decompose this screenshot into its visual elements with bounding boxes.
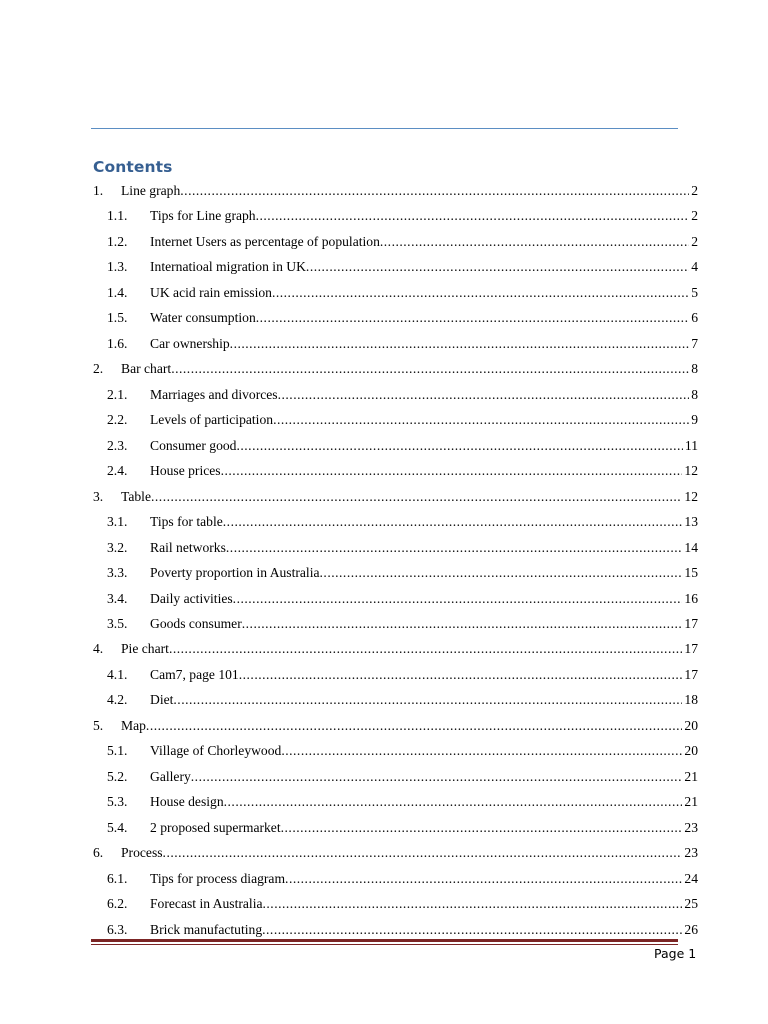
toc-entry[interactable] bbox=[93, 738, 698, 763]
toc-entry-page[interactable]: 17 bbox=[684, 641, 698, 657]
toc-title: Contents bbox=[93, 158, 173, 176]
toc-entry-number: 3.1. bbox=[107, 514, 128, 530]
toc-entry-page[interactable]: 14 bbox=[684, 539, 698, 555]
toc-dot-leader bbox=[281, 738, 682, 763]
toc-dot-leader bbox=[191, 764, 683, 789]
toc-entry-page[interactable]: 17 bbox=[684, 615, 698, 631]
toc-dot-leader bbox=[221, 458, 683, 483]
toc-entry-page[interactable]: 8 bbox=[691, 386, 698, 402]
toc-entry-number: 5.4. bbox=[107, 819, 128, 835]
toc-entry-page[interactable]: 5 bbox=[691, 284, 698, 300]
toc-entry-number: 1.2. bbox=[107, 233, 128, 249]
toc-entry[interactable] bbox=[93, 713, 698, 738]
toc-entry-page[interactable]: 2 bbox=[691, 183, 698, 198]
toc-entry-label[interactable]: Marriages and divorces bbox=[150, 386, 278, 402]
toc-dot-leader bbox=[230, 331, 690, 356]
toc-entry-label[interactable]: Forecast in Australia bbox=[150, 896, 263, 912]
toc-dot-leader bbox=[236, 433, 682, 458]
toc-entry-label[interactable]: Tips for table bbox=[150, 514, 223, 530]
toc-entry[interactable] bbox=[93, 636, 698, 661]
toc-entry-label[interactable]: Brick manufactuting bbox=[150, 921, 263, 937]
toc-entry-number: 5.3. bbox=[107, 794, 128, 810]
toc-entry-page[interactable]: 20 bbox=[684, 717, 698, 733]
toc-entry[interactable] bbox=[93, 484, 698, 509]
toc-entry-page[interactable]: 26 bbox=[684, 921, 698, 937]
toc-entry-number: 1.5. bbox=[107, 310, 128, 326]
toc-entry-label[interactable]: Bar chart bbox=[121, 361, 172, 377]
toc-entry[interactable] bbox=[93, 687, 698, 712]
toc-entry-label[interactable]: 2 proposed supermarket bbox=[150, 819, 281, 835]
header-rule bbox=[91, 128, 678, 129]
toc-entry-label[interactable]: Tips for Line graph bbox=[150, 208, 256, 224]
toc-dot-leader bbox=[226, 535, 683, 560]
toc-entry[interactable] bbox=[93, 891, 698, 916]
toc-entry-number: 6.3. bbox=[107, 921, 128, 937]
toc-entry-number: 1.3. bbox=[107, 259, 128, 275]
toc-entry-page[interactable]: 23 bbox=[684, 845, 698, 861]
toc-entry-number: 1.4. bbox=[107, 284, 128, 300]
toc-entry[interactable] bbox=[93, 840, 698, 865]
toc-entry-label[interactable]: Rail networks bbox=[150, 539, 226, 555]
toc-entry-label[interactable]: Diet bbox=[150, 692, 174, 708]
toc-entry-label[interactable]: Water consumption bbox=[150, 310, 256, 326]
toc-entry-page[interactable]: 2 bbox=[691, 208, 698, 224]
toc-entry[interactable] bbox=[93, 229, 698, 254]
toc-entry[interactable] bbox=[93, 280, 698, 305]
toc-entry-number: 6.2. bbox=[107, 896, 128, 912]
toc-entry-number: 6.1. bbox=[107, 870, 128, 886]
toc-entry-number: 3. bbox=[93, 488, 104, 504]
toc-entry-page[interactable]: 21 bbox=[684, 794, 698, 810]
toc-entry-page[interactable]: 2 bbox=[691, 233, 698, 249]
toc-entry[interactable] bbox=[93, 611, 698, 636]
toc-entry[interactable] bbox=[93, 866, 698, 891]
toc-entry-label[interactable]: Village of Chorleywood bbox=[150, 743, 282, 759]
toc-entry-number: 5. bbox=[93, 717, 104, 733]
page-number: Page 1 bbox=[654, 946, 697, 961]
toc-dot-leader bbox=[285, 866, 682, 891]
toc-dot-leader bbox=[180, 178, 689, 203]
toc-entry-page[interactable]: 4 bbox=[691, 259, 698, 275]
toc-entry-label[interactable]: Internatioal migration in UK bbox=[150, 259, 306, 275]
toc-entry-number: 1.6. bbox=[107, 335, 128, 351]
toc-entry-page[interactable]: 12 bbox=[684, 463, 698, 479]
toc-dot-leader bbox=[278, 382, 690, 407]
toc-dot-leader bbox=[320, 560, 683, 585]
toc-entry[interactable] bbox=[93, 764, 698, 789]
toc-dot-leader bbox=[272, 280, 689, 305]
toc-dot-leader bbox=[233, 586, 683, 611]
toc-entry[interactable] bbox=[93, 407, 698, 432]
toc-entry-number: 2.1. bbox=[107, 386, 128, 402]
toc-dot-leader bbox=[169, 636, 682, 661]
toc-entry-label[interactable]: Consumer good bbox=[150, 437, 237, 453]
toc-entry-label[interactable]: Pie chart bbox=[121, 641, 169, 657]
toc-entry-page[interactable]: 16 bbox=[684, 590, 698, 606]
toc-entry[interactable] bbox=[93, 305, 698, 330]
toc-entry-number: 2.3. bbox=[107, 437, 128, 453]
toc-entry-label[interactable]: Goods consumer bbox=[150, 615, 242, 631]
toc-entry-number: 4. bbox=[93, 641, 104, 657]
toc-entry-page[interactable]: 7 bbox=[691, 335, 698, 351]
toc-entry-page[interactable]: 13 bbox=[684, 514, 698, 530]
toc-entry-label[interactable]: Line graph bbox=[121, 183, 181, 198]
toc-entry-label[interactable]: UK acid rain emission bbox=[150, 284, 272, 300]
toc-entry-label[interactable]: Process bbox=[121, 845, 163, 861]
toc-entry-page[interactable]: 11 bbox=[684, 437, 698, 453]
toc-entry-number: 3.5. bbox=[107, 615, 128, 631]
toc-entry-number: 2. bbox=[93, 361, 104, 377]
toc-entry-number: 1. bbox=[93, 183, 104, 198]
toc-entry-number: 3.2. bbox=[107, 539, 128, 555]
toc-entry-label[interactable]: Car ownership bbox=[150, 335, 230, 351]
toc-dot-leader bbox=[146, 713, 682, 738]
toc-entry-label[interactable]: Internet Users as percentage of population bbox=[150, 233, 380, 249]
toc-dot-leader bbox=[151, 484, 682, 509]
toc-dot-leader bbox=[173, 687, 682, 712]
toc-entry[interactable] bbox=[93, 331, 698, 356]
toc-entry[interactable] bbox=[93, 458, 698, 483]
toc-entry-number: 5.1. bbox=[107, 743, 128, 759]
toc-entry[interactable] bbox=[93, 560, 698, 585]
table-of-contents bbox=[93, 178, 698, 942]
toc-entry-page[interactable]: 20 bbox=[684, 743, 698, 759]
toc-entry-number: 1.1. bbox=[107, 208, 128, 224]
toc-entry-label[interactable]: Cam7, page 101 bbox=[150, 666, 239, 682]
toc-entry[interactable] bbox=[93, 586, 698, 611]
toc-dot-leader bbox=[281, 815, 683, 840]
toc-entry-page[interactable]: 18 bbox=[684, 692, 698, 708]
toc-entry-page[interactable]: 15 bbox=[684, 565, 698, 581]
toc-entry[interactable] bbox=[93, 662, 698, 687]
toc-entry-page[interactable]: 17 bbox=[684, 666, 698, 682]
toc-entry[interactable] bbox=[93, 433, 698, 458]
footer-rule-thin bbox=[91, 944, 678, 945]
toc-dot-leader bbox=[224, 789, 683, 814]
toc-dot-leader bbox=[263, 891, 683, 916]
toc-entry[interactable] bbox=[93, 203, 698, 228]
toc-entry[interactable] bbox=[93, 178, 698, 203]
toc-entry-label[interactable]: Levels of participation bbox=[150, 412, 274, 428]
toc-entry-label[interactable]: Map bbox=[121, 717, 146, 733]
toc-entry-number: 2.4. bbox=[107, 463, 128, 479]
toc-entry-page[interactable]: 12 bbox=[684, 488, 698, 504]
toc-dot-leader bbox=[256, 305, 689, 330]
toc-entry[interactable] bbox=[93, 356, 698, 381]
toc-entry-label[interactable]: Poverty proportion in Australia bbox=[150, 565, 320, 581]
toc-entry-label[interactable]: House prices bbox=[150, 463, 221, 479]
toc-entry-label[interactable]: Tips for process diagram bbox=[150, 870, 286, 886]
toc-entry-number: 3.3. bbox=[107, 565, 128, 581]
toc-entry[interactable] bbox=[93, 535, 698, 560]
toc-entry-number: 4.1. bbox=[107, 666, 128, 682]
toc-dot-leader bbox=[242, 611, 683, 636]
toc-entry-number: 6. bbox=[93, 845, 104, 861]
toc-entry-page[interactable]: 23 bbox=[684, 819, 698, 835]
toc-entry-page[interactable]: 25 bbox=[684, 896, 698, 912]
toc-entry-label[interactable]: Daily activities bbox=[150, 590, 233, 606]
toc-entry[interactable] bbox=[93, 382, 698, 407]
toc-entry[interactable] bbox=[93, 815, 698, 840]
toc-entry[interactable] bbox=[93, 509, 698, 534]
toc-entry-label[interactable]: Gallery bbox=[150, 768, 191, 784]
toc-entry-label[interactable]: Table bbox=[121, 488, 151, 504]
toc-dot-leader bbox=[256, 203, 690, 228]
toc-entry-number: 5.2. bbox=[107, 768, 128, 784]
toc-dot-leader bbox=[239, 662, 683, 687]
toc-dot-leader bbox=[273, 407, 689, 432]
toc-entry[interactable] bbox=[93, 789, 698, 814]
toc-entry-page[interactable]: 9 bbox=[691, 412, 698, 428]
toc-entry-number: 3.4. bbox=[107, 590, 128, 606]
toc-entry-page[interactable]: 6 bbox=[691, 310, 698, 326]
toc-entry-page[interactable]: 8 bbox=[691, 361, 698, 377]
toc-dot-leader bbox=[171, 356, 689, 381]
toc-entry-page[interactable]: 24 bbox=[684, 870, 698, 886]
toc-dot-leader bbox=[380, 229, 689, 254]
toc-entry[interactable] bbox=[93, 254, 698, 279]
toc-entry-page[interactable]: 21 bbox=[684, 768, 698, 784]
footer-rule bbox=[91, 939, 678, 942]
toc-dot-leader bbox=[262, 917, 682, 942]
toc-entry-number: 4.2. bbox=[107, 692, 128, 708]
toc-dot-leader bbox=[306, 254, 689, 279]
toc-dot-leader bbox=[223, 509, 683, 534]
toc-dot-leader bbox=[163, 840, 683, 865]
toc-entry-number: 2.2. bbox=[107, 412, 128, 428]
toc-entry-label[interactable]: House design bbox=[150, 794, 224, 810]
